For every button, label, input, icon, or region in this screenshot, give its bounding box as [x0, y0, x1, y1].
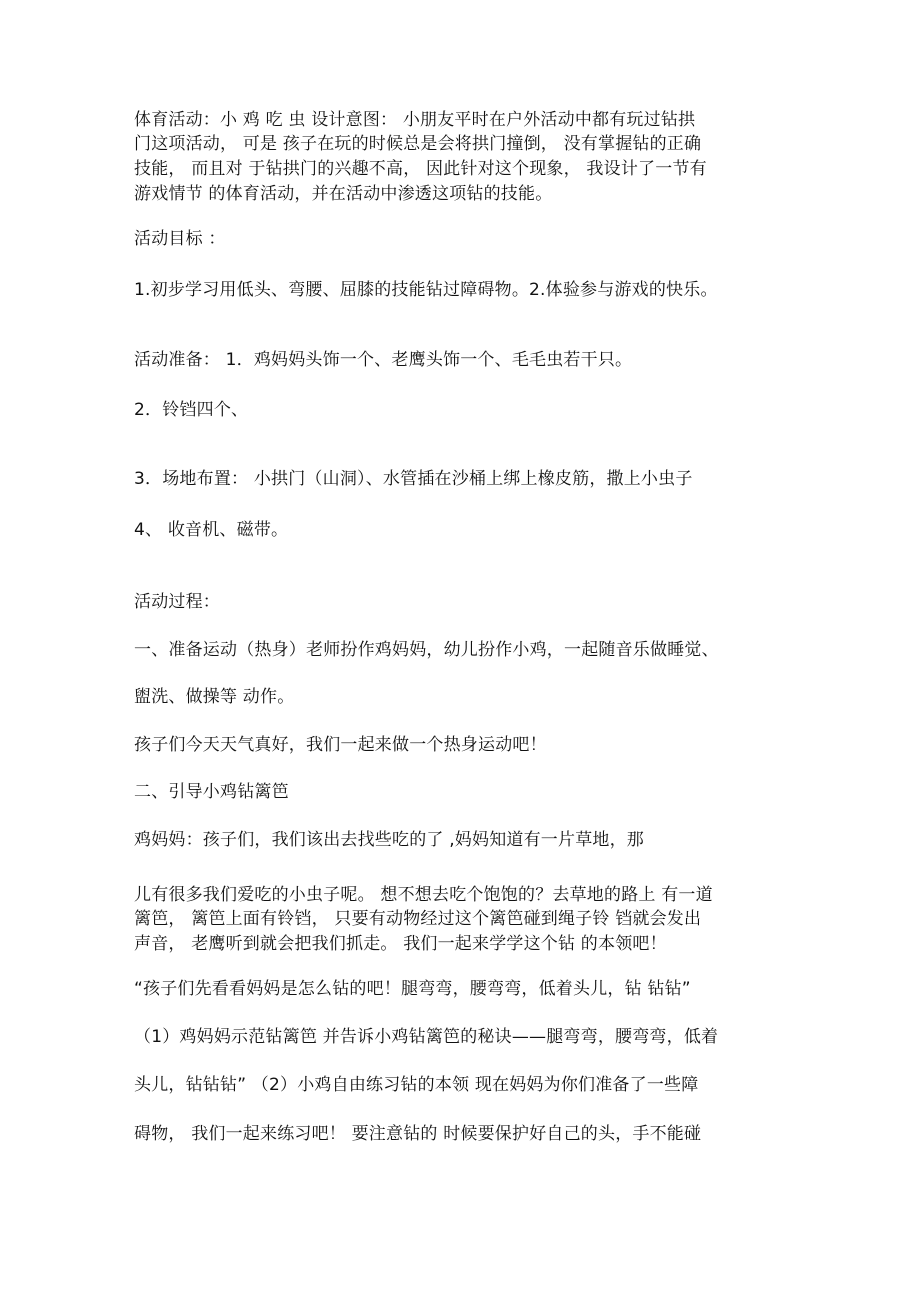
- warmup-dialogue: 孩子们今天天气真好，我们一起来做一个热身运动吧！: [134, 735, 547, 755]
- process-heading: 活动过程：: [134, 592, 220, 612]
- design-intent-line-4: 游戏情节 的体育活动，并在活动中渗透这项钻的技能。: [134, 184, 553, 204]
- demo-quote: “孩子们先看看妈妈是怎么钻的吧！腿弯弯，腰弯弯，低着头儿，钻 钻钻”: [134, 979, 691, 999]
- hen-dialogue-line-1: 鸡妈妈：孩子们，我们该出去找些吃的了 ,妈妈知道有一片草地，那: [134, 830, 645, 850]
- goals-heading: 活动目标 ：: [134, 229, 226, 249]
- preparation-item-3: 3．场地布置： 小拱门（山洞）、水管插在沙桶上绑上橡皮筋，撒上小虫子: [134, 469, 693, 489]
- section-two-heading: 二、引导小鸡钻篱笆: [134, 782, 289, 802]
- warmup-line-2: 盥洗、做操等 动作。: [134, 687, 295, 707]
- hen-dialogue-line-2: 儿有很多我们爱吃的小虫子呢。 想不想去吃个饱饱的？去草地的路上 有一道: [134, 885, 713, 905]
- preparation-item-1: 活动准备： 1．鸡妈妈头饰一个、老鹰头饰一个、毛毛虫若干只。: [134, 350, 633, 370]
- warmup-line-1: 一、准备运动（热身）老师扮作鸡妈妈，幼儿扮作小鸡，一起随音乐做睡觉、: [134, 640, 719, 660]
- design-intent-line-3: 技能， 而且对 于钻拱门的兴趣不高， 因此针对这个现象， 我设计了一节有: [134, 159, 707, 179]
- goals-text: 1.初步学习用低头、弯腰、屈膝的技能钻过障碍物。2.体验参与游戏的快乐。: [134, 280, 718, 300]
- preparation-item-2: 2．铃铛四个、: [134, 400, 249, 420]
- step-line-1: （1）鸡妈妈示范钻篱笆 并告诉小鸡钻篱笆的秘诀——腿弯弯，腰弯弯，低着: [134, 1027, 719, 1047]
- preparation-item-4: 4、 收音机、磁带。: [134, 520, 289, 540]
- step-line-2: 头儿，钻钻钻” （2）小鸡自由练习钻的本领 现在妈妈为你们准备了一些障: [134, 1075, 699, 1095]
- design-intent-line-2: 门这项活动， 可是 孩子在玩的时候总是会将拱门撞倒， 没有掌握钻的正确: [134, 134, 702, 154]
- step-line-3: 碍物， 我们一起来练习吧！ 要注意钻的 时候要保护好自己的头，手不能碰: [134, 1124, 702, 1144]
- hen-dialogue-line-3: 篱笆， 篱笆上面有铃铛， 只要有动物经过这个篱笆碰到绳子铃 铛就会发出: [134, 909, 702, 929]
- hen-dialogue-line-4: 声音， 老鹰听到就会把我们抓走。 我们一起来学学这个钻 的本领吧！: [134, 934, 667, 954]
- design-intent-line-1: 体育活动：小 鸡 吃 虫 设计意图： 小朋友平时在户外活动中都有玩过钻拱: [134, 110, 696, 130]
